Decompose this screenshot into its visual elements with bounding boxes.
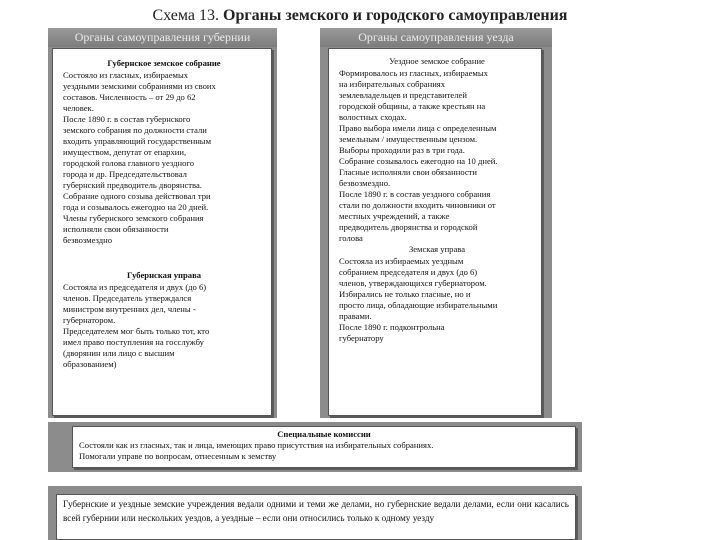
province-header: Органы самоуправления губернии (48, 28, 277, 47)
commissions-panel (72, 426, 576, 468)
text-line: предводитель дворянства и городской (339, 222, 478, 232)
text-line: земельным / имущественным цензом. (339, 134, 478, 144)
text-line: членов. Председатель утверждался (63, 293, 192, 303)
text-line: местных учреждений, а также (339, 211, 450, 221)
commissions-title: Специальные комиссии (277, 429, 371, 439)
text-line: Избирались не только гласные, но и (339, 289, 471, 299)
text-line: Право выбора имели лица с определенным (339, 123, 497, 133)
text-line: городской общины, а также крестьян на (339, 101, 486, 111)
district-board-title: Земская управа (408, 244, 466, 254)
text-line: губернатору (339, 333, 384, 343)
district-panel (328, 48, 542, 416)
text-line: стали по должности входить чиновники от (339, 200, 496, 210)
text-line: Выборы проходили раз в три года. (339, 145, 465, 155)
text-line: земского собрания по должности стали (63, 125, 207, 135)
footer-note: Губернские и уездные земские учреждения ведали одними и теми же делами, но губернские ведали делами, если они касались всей губернии или нескольких уездов, а уездные – если они относились только к одному уезду (56, 494, 576, 540)
text-line: исполняли свои обязанности (63, 224, 169, 234)
district-assembly-title: Уездное земское собрание (389, 56, 485, 66)
text-line: Гласные исполняли свои обязанности (339, 167, 477, 177)
text-line: города и др. Председательствовал (63, 169, 187, 179)
text-line: После 1890 г. подконтрольна (339, 322, 445, 332)
scheme-title: Органы земского и городского самоуправления (223, 7, 568, 24)
text-line: городской голова главного уездного (63, 158, 195, 168)
text-line: членов, утверждающихся губернатором. (339, 278, 487, 288)
text-line: имел право поступления на госслужбу (63, 337, 204, 347)
commissions-block (48, 422, 582, 472)
text-line: Формировалось из гласных, избираемых (339, 68, 488, 78)
text-line: правами. (339, 311, 372, 321)
text-line: образованием) (63, 359, 117, 369)
text-line: Собрание одного созыва действовал три (63, 191, 211, 201)
province-panel (52, 48, 272, 416)
text-line: волостных сходах. (339, 112, 407, 122)
text-line: Состояла из председателя и двух (до 6) (63, 282, 207, 292)
text-line: на избирательных собраниях (339, 79, 446, 89)
text-line: После 1890 г. в состав губернского (63, 114, 191, 124)
text-line: просто лица, обладающие избирательными (339, 300, 498, 310)
district-assembly-text (339, 68, 535, 244)
text-line: После 1890 г. в состав уездного собрания (339, 189, 491, 199)
province-column (48, 28, 277, 418)
province-assembly-text (63, 70, 265, 246)
text-line: министром внутренних дел, члены - (63, 304, 196, 314)
district-header: Органы самоуправления уезда (320, 28, 552, 47)
province-board-title: Губернская управа (126, 270, 202, 280)
text-line: губернский предводитель дворянства. (63, 180, 202, 190)
footer-block (48, 486, 582, 540)
text-line: составов. Численность – от 29 до 62 (63, 92, 196, 102)
text-line: губернатором. (63, 315, 116, 325)
text-line: человек. (63, 103, 94, 113)
commissions-line-1: Состояли как из гласных, так и лица, имеющих право присутствия на избирательных собраниях. (79, 440, 434, 450)
scheme-number: Схема 13. (152, 7, 220, 24)
text-line: Председателем мог быть только тот, кто (63, 326, 210, 336)
text-line: безвозмездно (63, 235, 113, 245)
page-title (0, 7, 720, 25)
text-line: Члены губернского земского собрания (63, 213, 204, 223)
text-line: года и созывалось ежегодно на 20 дней. (63, 202, 209, 212)
text-line: имуществом, депутат от епархии, (63, 147, 187, 157)
text-line: входить управляющий государственным (63, 136, 212, 146)
text-line: уездными земскими собраниями из своих (63, 81, 216, 91)
province-assembly-title: Губернское земское собрание (107, 58, 221, 68)
text-line: Состояла из избираемых уездным (339, 256, 464, 266)
district-board-text (339, 256, 535, 344)
district-column (320, 28, 552, 418)
text-line: голова (339, 233, 363, 243)
text-line: землевладельцев и представителей (339, 90, 467, 100)
province-board-text (63, 282, 265, 370)
commissions-line-2: Помогали управе по вопросам, отнесенным к земству (79, 451, 277, 461)
text-line: (дворянин или лицо с высшим (63, 348, 175, 358)
text-line: собранием председателя и двух (до 6) (339, 267, 478, 277)
text-line: безвозмездно. (339, 178, 391, 188)
text-line: Собрание созывалось ежегодно на 10 дней. (339, 156, 498, 166)
text-line: Состояло из гласных, избираемых (63, 70, 189, 80)
